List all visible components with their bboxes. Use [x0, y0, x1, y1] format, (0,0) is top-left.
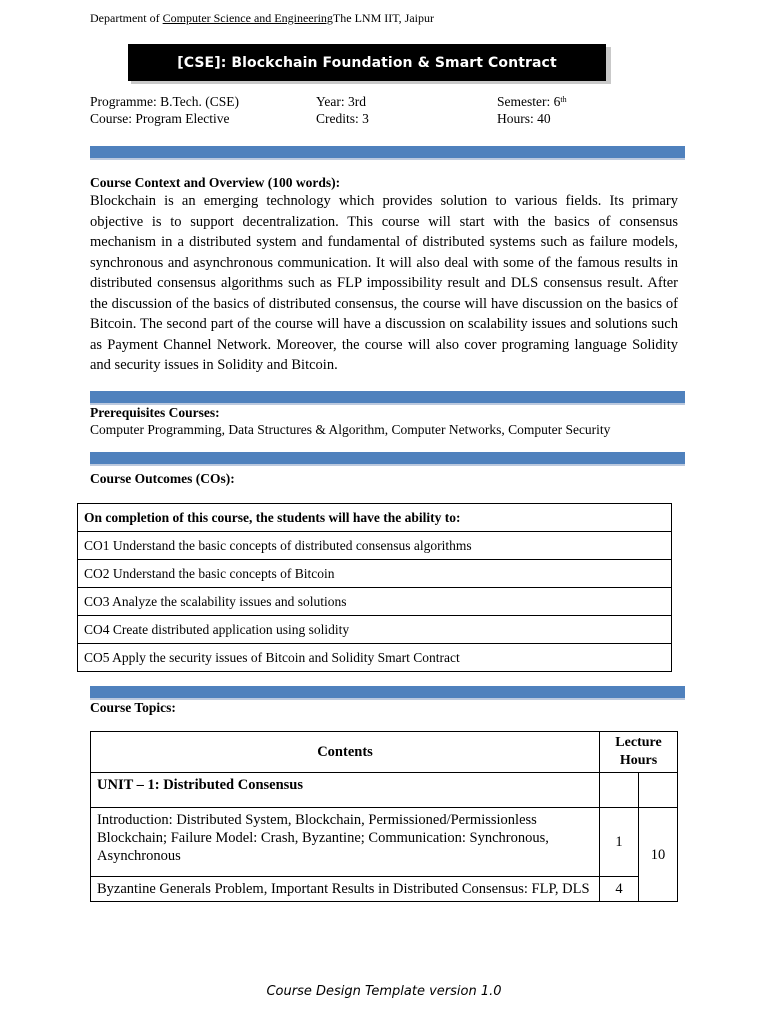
course-title: [CSE]: Blockchain Foundation & Smart Contract — [128, 44, 606, 81]
section-divider-2 — [90, 391, 685, 403]
prerequisites-text: Computer Programming, Data Structures & Algorithm, Computer Networks, Computer Security — [90, 422, 611, 437]
semester-text: Semester: 6 — [497, 94, 561, 109]
table-row — [91, 732, 678, 773]
table-row — [78, 644, 672, 672]
topic-row-1-text: Introduction: Distributed System, Blockchain, Permissioned/Permissionless Blockchain; Failure Model: Crash, Byzantine; Communication: Synchronous, Asynchronous — [91, 808, 600, 877]
table-row — [78, 504, 672, 532]
dept-prefix: Department of — [90, 11, 163, 25]
section-divider-1 — [90, 146, 685, 158]
topic-row-2-text: Byzantine Generals Problem, Important Results in Distributed Consensus: FLP, DLS — [91, 877, 600, 902]
outcome-co2: CO2 Understand the basic concepts of Bitcoin — [78, 560, 672, 588]
table-row — [91, 877, 678, 902]
unit-1-total-hours: 10 — [639, 808, 678, 902]
outcome-co3: CO3 Analyze the scalability issues and solutions — [78, 588, 672, 616]
prerequisites-heading: Prerequisites Courses: — [90, 405, 220, 420]
section-divider-4 — [90, 686, 685, 698]
dept-name: Computer Science and Engineering — [162, 11, 333, 25]
table-row — [78, 616, 672, 644]
meta-semester — [497, 93, 567, 110]
overview-text: Blockchain is an emerging technology which provides solution to various fields. Its primary objective is to support decentralization. This course will start with the basics of consensus mechanism in a distributed system and fundamental of distributed systems such as failure models, synchronous and asynchronous communication. It will also deal with some of the famous results in distributed consensus algorithms such as FLP impossibility result and DLS consensus result. After the discussion of the basics of distributed consensus, the course will have discussion on the basics of Bitcoin. The second part of the course will have a discussion on scalability issues and solutions such as Payment Channel Network. Moreover, the course will also cover programing language Solidity and security issues in Solidity and Bitcoin. — [90, 193, 678, 373]
table-row — [78, 532, 672, 560]
footer-text: Course Design Template version 1.0 — [266, 984, 502, 999]
empty-cell — [639, 773, 678, 808]
outcomes-heading: Course Outcomes (COs): — [90, 471, 235, 486]
empty-cell — [600, 773, 639, 808]
unit-1-title: UNIT – 1: Distributed Consensus — [91, 773, 600, 808]
table-row — [78, 588, 672, 616]
col-header-hours: Lecture Hours — [600, 732, 678, 773]
col-header-contents: Contents — [91, 732, 600, 773]
meta-hours: Hours: 40 — [497, 111, 551, 126]
meta-year: Year: 3rd — [316, 94, 366, 109]
topics-table — [90, 731, 678, 902]
institute-name: The LNM IIT, Jaipur — [332, 11, 435, 25]
topic-row-2-hours: 4 — [600, 877, 639, 902]
meta-programme: Programme: B.Tech. (CSE) — [90, 94, 240, 109]
meta-credits: Credits: 3 — [316, 111, 369, 126]
outcome-co4: CO4 Create distributed application using solidity — [78, 616, 672, 644]
meta-course: Course: Program Elective — [90, 111, 230, 126]
outcome-co5: CO5 Apply the security issues of Bitcoin and Solidity Smart Contract — [78, 644, 672, 672]
overview-heading: Course Context and Overview (100 words): — [90, 175, 341, 190]
outcomes-table — [77, 503, 672, 672]
topics-heading: Course Topics: — [90, 700, 176, 715]
table-row — [78, 560, 672, 588]
table-row — [91, 808, 678, 877]
topic-row-1-hours: 1 — [600, 808, 639, 877]
department-line — [90, 11, 434, 26]
semester-suffix: th — [560, 95, 567, 104]
table-row — [91, 773, 678, 808]
section-divider-3 — [90, 452, 685, 464]
outcomes-table-header: On completion of this course, the students will have the ability to: — [78, 504, 672, 532]
outcome-co1: CO1 Understand the basic concepts of distributed consensus algorithms — [78, 532, 672, 560]
